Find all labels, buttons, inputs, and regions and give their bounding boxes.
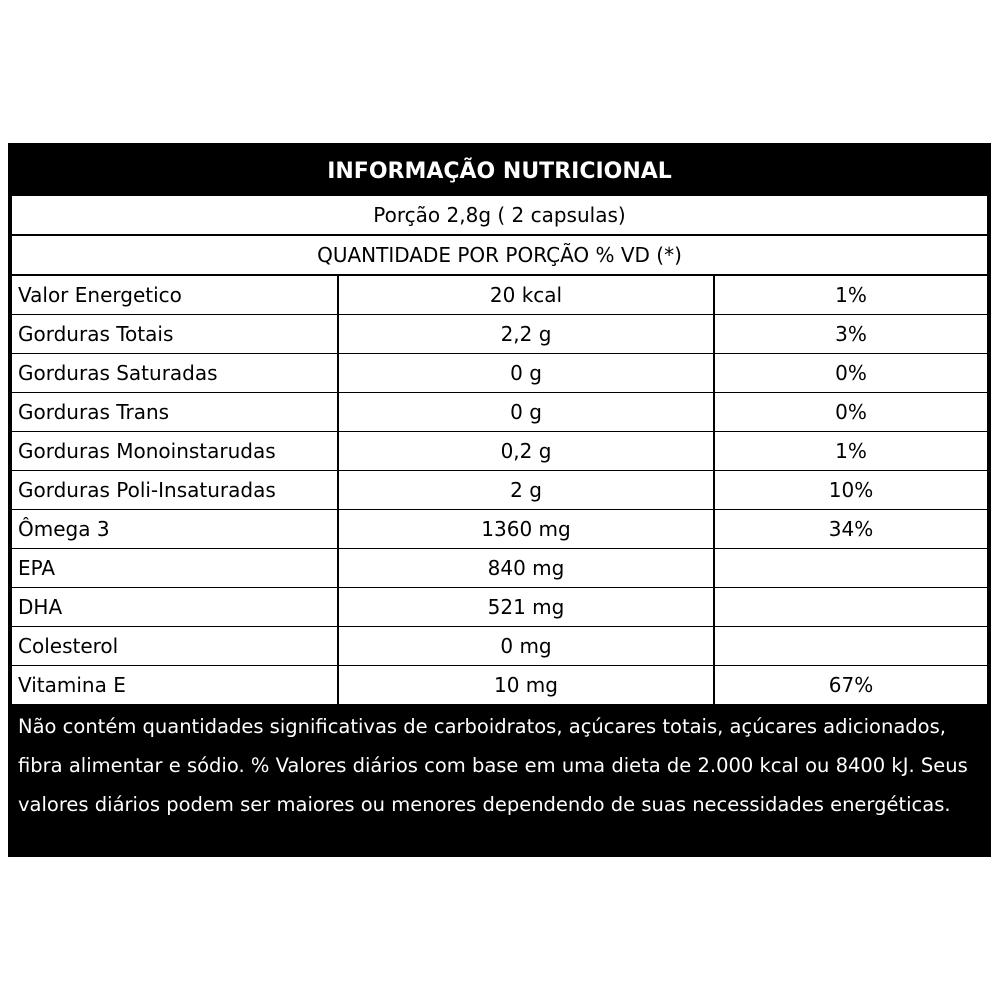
nutrient-amount: 1360 mg [338,510,714,549]
nutrient-name: Gorduras Poli-Insaturadas [12,471,338,510]
table-row [12,315,987,354]
quantity-header: QUANTIDADE POR PORÇÃO % VD (*) [12,236,987,276]
nutrient-amount: 521 mg [338,588,714,627]
nutrient-daily-value: 1% [714,276,987,315]
nutrient-name: Gorduras Trans [12,393,338,432]
table-row [12,510,987,549]
nutrient-amount: 0 g [338,354,714,393]
nutrient-table [12,276,987,704]
nutrient-amount: 0 mg [338,627,714,666]
nutrient-name: Ômega 3 [12,510,338,549]
nutrient-daily-value [714,627,987,666]
nutrient-daily-value: 0% [714,354,987,393]
nutrient-name: Gorduras Saturadas [12,354,338,393]
nutrient-daily-value: 0% [714,393,987,432]
nutrient-daily-value: 10% [714,471,987,510]
nutrient-daily-value [714,588,987,627]
nutrient-amount: 10 mg [338,666,714,705]
table-row [12,276,987,315]
nutrient-amount: 2,2 g [338,315,714,354]
nutrition-facts-label [8,143,991,857]
table-row [12,354,987,393]
nutrient-amount: 840 mg [338,549,714,588]
nutrient-name: Gorduras Monoinstarudas [12,432,338,471]
serving-size: Porção 2,8g ( 2 capsulas) [12,196,987,236]
table-row [12,393,987,432]
nutrient-daily-value [714,549,987,588]
label-title: INFORMAÇÃO NUTRICIONAL [12,147,987,196]
table-row [12,627,987,666]
nutrient-daily-value: 67% [828,673,874,697]
nutrient-name: Vitamina E [12,666,338,705]
table-row [12,588,987,627]
nutrient-name: Gorduras Totais [12,315,338,354]
nutrient-amount: 2 g [338,471,714,510]
table-row [12,666,987,705]
nutrient-name: DHA [12,588,338,627]
nutrient-amount: 20 kcal [338,276,714,315]
nutrient-name: Valor Energetico [12,276,338,315]
label-body [12,196,987,704]
footnote-text: Não contém quantidades significativas de carboidratos, açúcares totais, açúcares adicionados, fibra alimentar e sódio. % Valores diários com base em uma dieta de 2.000 kcal ou 8400 kJ. Seus valores diários podem ser maiores ou menores dependendo de suas necessidades energéticas. [12,704,987,824]
table-row [12,471,987,510]
nutrient-daily-value: 1% [714,432,987,471]
table-row [12,432,987,471]
nutrient-name: EPA [12,549,338,588]
nutrient-daily-value: 3% [714,315,987,354]
nutrient-amount: 0 g [338,393,714,432]
table-row [12,549,987,588]
nutrient-daily-value: 34% [714,510,987,549]
nutrient-amount: 0,2 g [338,432,714,471]
nutrient-name: Colesterol [12,627,338,666]
